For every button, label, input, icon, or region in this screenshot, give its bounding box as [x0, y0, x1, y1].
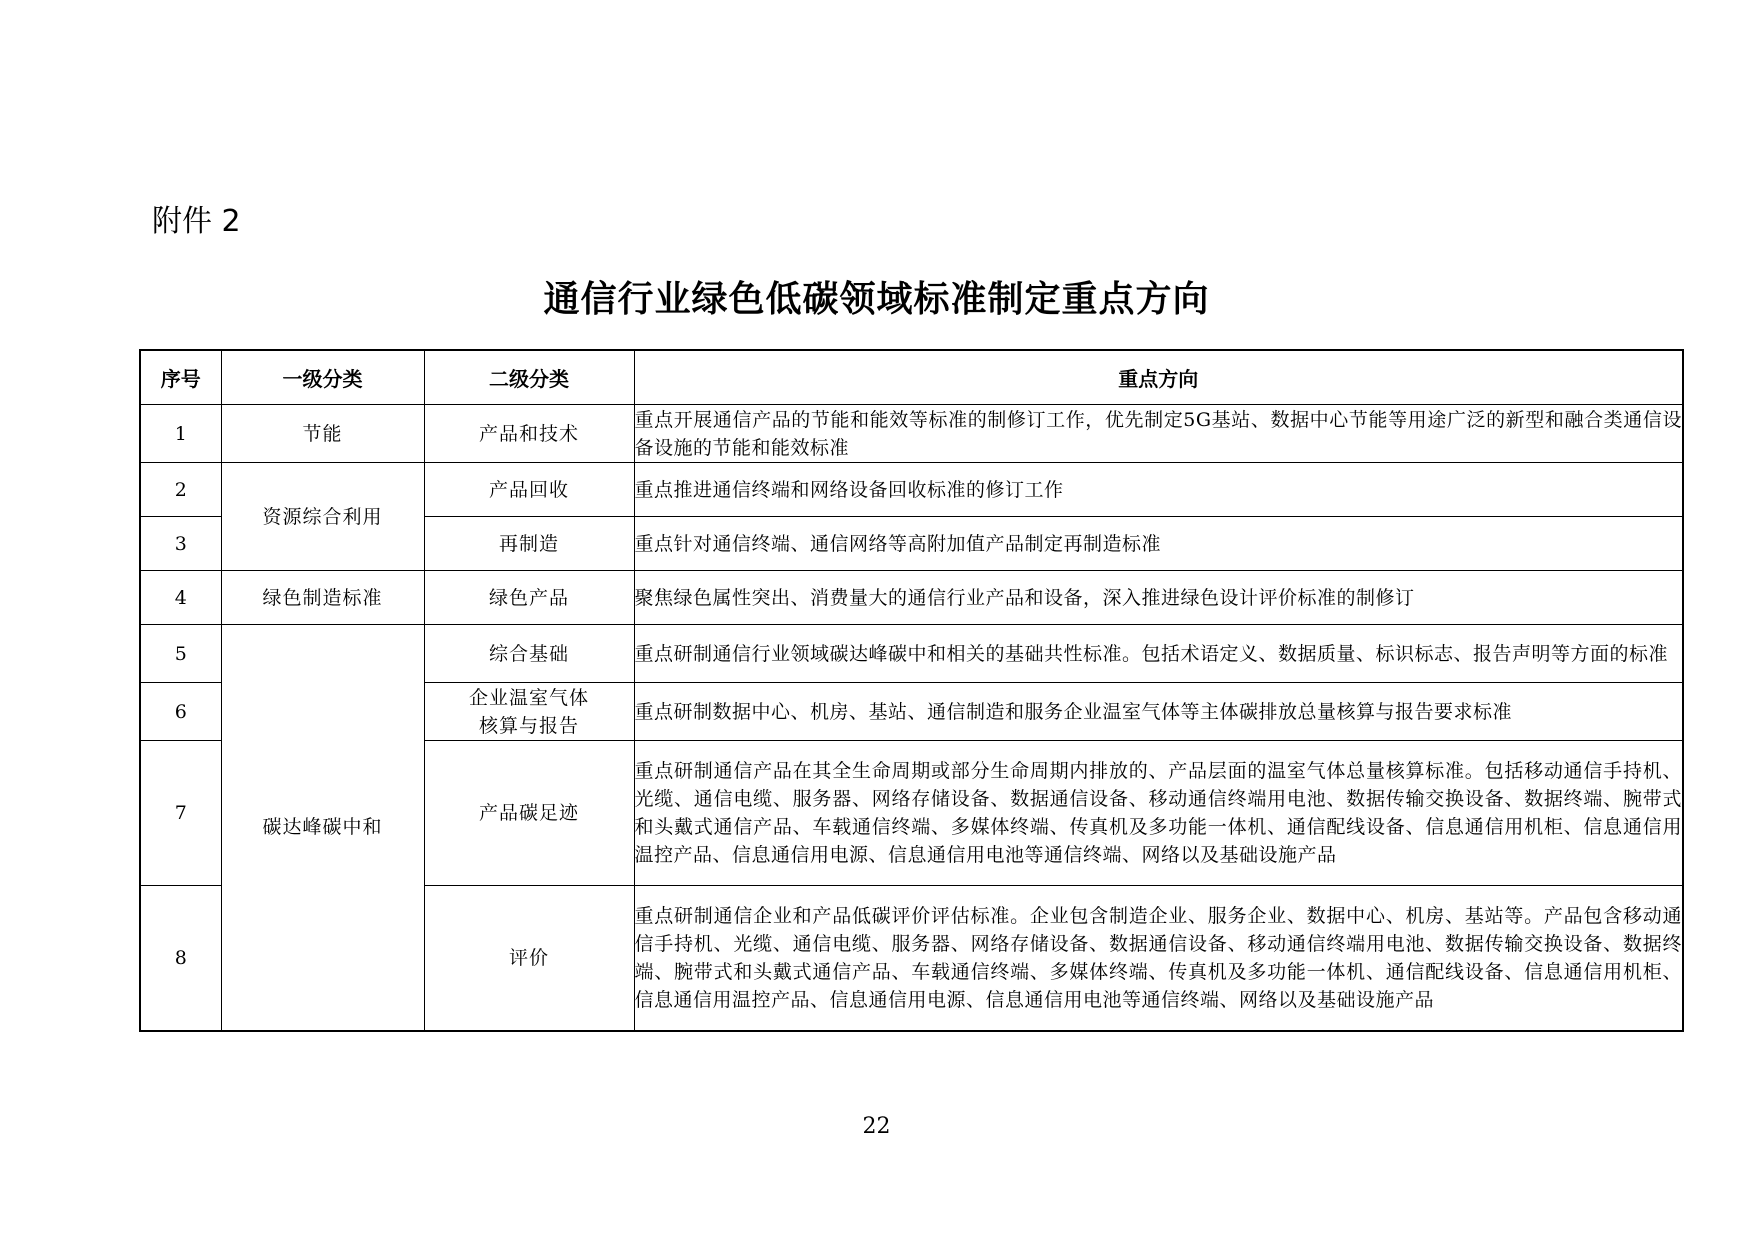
level2-line: 核算与报告 — [478, 714, 579, 737]
row-focus: 重点推进通信终端和网络设备回收标准的修订工作 — [634, 463, 1683, 517]
row-focus: 重点针对通信终端、通信网络等高附加值产品制定再制造标准 — [634, 517, 1683, 571]
row-focus: 聚焦绿色属性突出、消费量大的通信行业产品和设备，深入推进绿色设计评价标准的制修订 — [634, 571, 1683, 625]
table-row — [140, 405, 1683, 463]
row-seq: 3 — [140, 517, 221, 571]
table-row — [140, 571, 1683, 625]
row-seq: 5 — [140, 625, 221, 683]
row-focus: 重点研制数据中心、机房、基站、通信制造和服务企业温室气体等主体碳排放总量核算与报告要求标准 — [634, 683, 1683, 741]
level1-energy-saving: 节能 — [221, 405, 424, 463]
header-seq: 序号 — [140, 350, 221, 405]
row-focus: 重点研制通信产品在其全生命周期或部分生命周期内排放的、产品层面的温室气体总量核算标准。包括移动通信手持机、光缆、通信电缆、服务器、网络存储设备、数据通信设备、移动通信终端用电池、数据传输交换设备、数据终端、腕带式和头戴式通信产品、车载通信终端、多媒体终端、传真机及多功能一体机、通信配线设备、信息通信用机柜、信息通信用温控产品、信息通信用电源、信息通信用电池等通信终端、网络以及基础设施产品 — [634, 741, 1683, 886]
table-header-row — [140, 350, 1683, 405]
table-row — [140, 625, 1683, 683]
row-level2: 绿色产品 — [424, 571, 634, 625]
row-level2: 产品碳足迹 — [424, 741, 634, 886]
row-seq: 7 — [140, 741, 221, 886]
row-seq: 4 — [140, 571, 221, 625]
row-level2: 产品和技术 — [424, 405, 634, 463]
attachment-label: 附件 2 — [152, 204, 241, 239]
standards-table — [139, 349, 1684, 1032]
row-level2: 产品回收 — [424, 463, 634, 517]
header-focus: 重点方向 — [634, 350, 1683, 405]
row-level2 — [424, 683, 634, 741]
header-level2: 二级分类 — [424, 350, 634, 405]
row-seq: 8 — [140, 886, 221, 1031]
header-level1: 一级分类 — [221, 350, 424, 405]
level1-resource-use: 资源综合利用 — [221, 463, 424, 571]
row-focus: 重点研制通信企业和产品低碳评价评估标准。企业包含制造企业、服务企业、数据中心、机房、基站等。产品包含移动通信手持机、光缆、通信电缆、服务器、网络存储设备、数据通信设备、移动通信终端用电池、数据传输交换设备、数据终端、腕带式和头戴式通信产品、车载通信终端、多媒体终端、传真机及多功能一体机、通信配线设备、信息通信用机柜、信息通信用温控产品、信息通信用电源、信息通信用电池等通信终端、网络以及基础设施产品 — [634, 886, 1683, 1031]
document-title: 通信行业绿色低碳领域标准制定重点方向 — [543, 279, 1210, 320]
level1-green-mfg: 绿色制造标准 — [221, 571, 424, 625]
row-seq: 6 — [140, 683, 221, 741]
page-number: 22 — [862, 1114, 891, 1139]
row-level2: 再制造 — [424, 517, 634, 571]
row-seq: 1 — [140, 405, 221, 463]
row-level2: 综合基础 — [424, 625, 634, 683]
row-level2: 评价 — [424, 886, 634, 1031]
level1-carbon: 碳达峰碳中和 — [221, 625, 424, 1031]
level2-line: 企业温室气体 — [468, 686, 589, 709]
row-seq: 2 — [140, 463, 221, 517]
row-focus: 重点开展通信产品的节能和能效等标准的制修订工作，优先制定5G基站、数据中心节能等用途广泛的新型和融合类通信设备设施的节能和能效标准 — [634, 405, 1683, 463]
row-focus: 重点研制通信行业领域碳达峰碳中和相关的基础共性标准。包括术语定义、数据质量、标识标志、报告声明等方面的标准 — [634, 625, 1683, 683]
table-row — [140, 463, 1683, 517]
